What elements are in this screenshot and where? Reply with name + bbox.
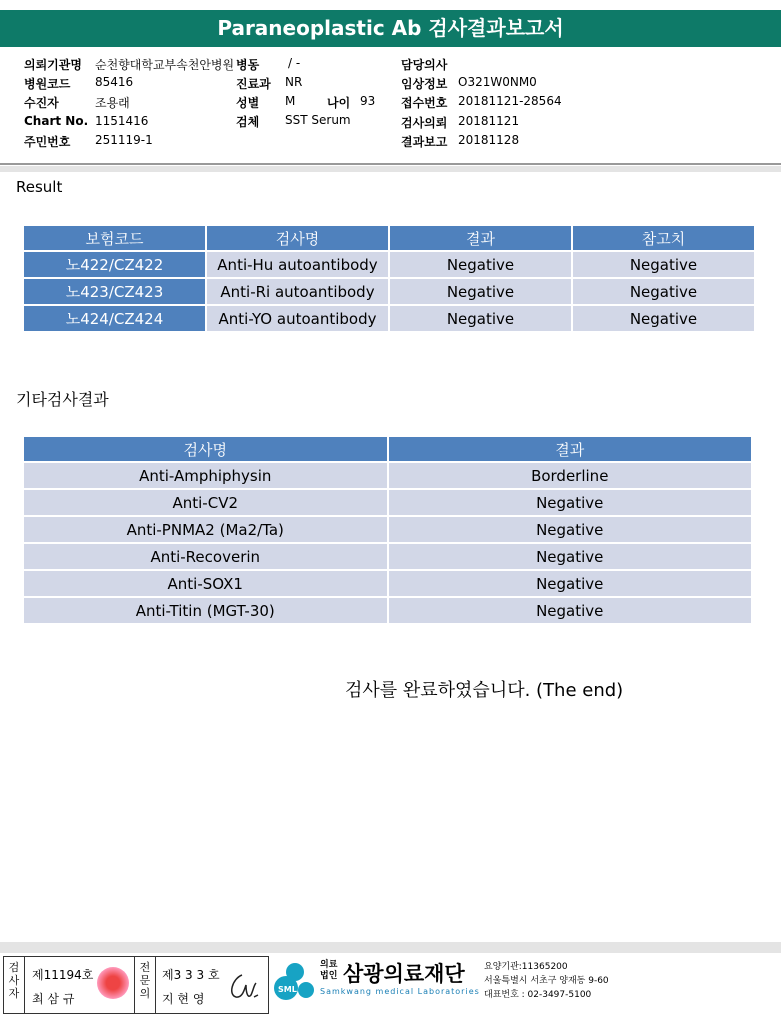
- result-value: Borderline: [389, 463, 752, 488]
- official-seal-icon: [97, 967, 129, 999]
- department: NR: [285, 75, 303, 89]
- requesting-institution: 순천향대학교부속천안병원: [95, 58, 235, 72]
- specimen: SST Serum: [285, 113, 351, 127]
- org-english-name: Samkwang medical Laboratories: [320, 987, 480, 996]
- ward: / -: [288, 56, 301, 70]
- header-divider: [0, 163, 781, 165]
- receipt-no: 20181121-28564: [458, 94, 562, 108]
- table-row: [24, 544, 751, 569]
- patient-info: [0, 52, 781, 164]
- result-section-title: Result: [16, 178, 63, 196]
- org-name: 삼광의료재단: [343, 962, 465, 986]
- result-value: Negative: [389, 571, 752, 596]
- label-ward: 병동: [236, 58, 260, 72]
- insurance-code: 노423/CZ423: [24, 279, 205, 304]
- label-clinical-info: 임상정보: [401, 77, 448, 91]
- header-band: [0, 166, 781, 172]
- result-value: Negative: [390, 252, 571, 277]
- footer-band: [0, 942, 781, 953]
- label-request-date: 검사의뢰: [401, 116, 448, 130]
- test-name: Anti-YO autoantibody: [207, 306, 388, 331]
- examiner-label: 검사자: [4, 957, 25, 1013]
- table-row: [24, 517, 751, 542]
- test-name: Anti-Recoverin: [24, 544, 387, 569]
- resident-no: 251119-1: [95, 133, 153, 147]
- table-row: [24, 252, 754, 277]
- request-date: 20181121: [458, 114, 520, 128]
- label-patient: 수진자: [24, 96, 59, 110]
- report-date: 20181128: [458, 133, 520, 147]
- test-name: Anti-CV2: [24, 490, 387, 515]
- label-report-date: 결과보고: [401, 135, 448, 149]
- org-address: 서울특별시 서초구 양재동 9-60: [484, 976, 609, 986]
- svg-text:SML: SML: [278, 985, 297, 994]
- result-value: Negative: [389, 490, 752, 515]
- table-row: [24, 279, 754, 304]
- other-results-table: [22, 435, 753, 625]
- col-result: 결과: [389, 437, 752, 461]
- label-department: 진료과: [236, 77, 271, 91]
- org-type: 의료 법인: [320, 960, 338, 981]
- col-test-name: 검사명: [24, 437, 387, 461]
- test-name: Anti-Hu autoantibody: [207, 252, 388, 277]
- examiner-name: 최 삼 규: [32, 992, 75, 1006]
- chart-no: 1151416: [95, 114, 149, 128]
- test-name: Anti-Amphiphysin: [24, 463, 387, 488]
- result-table-header: [24, 226, 754, 250]
- col-reference: 참고치: [573, 226, 754, 250]
- test-name: Anti-SOX1: [24, 571, 387, 596]
- result-value: Negative: [389, 544, 752, 569]
- label-hospital-code: 병원코드: [24, 77, 71, 91]
- label-age: 나이: [327, 96, 351, 110]
- insurance-code: 노424/CZ424: [24, 306, 205, 331]
- examiner-license-no: 제11194호: [32, 968, 94, 982]
- test-name: Anti-Ri autoantibody: [207, 279, 388, 304]
- label-specimen: 검체: [236, 115, 260, 129]
- specialist-name: 지 현 영: [162, 992, 205, 1006]
- label-resident-no: 주민번호: [24, 135, 71, 149]
- specialist-label: 전문의: [134, 957, 156, 1013]
- specialist-license-no: 제3 3 3 호: [162, 968, 220, 982]
- report-title: Paraneoplastic Ab 검사결과보고서: [0, 10, 781, 47]
- col-test-name: 검사명: [207, 226, 388, 250]
- age: 93: [360, 94, 376, 108]
- label-requesting-institution: 의뢰기관명: [24, 58, 82, 72]
- label-sex: 성별: [236, 96, 260, 110]
- table-row: [24, 306, 754, 331]
- result-value: Negative: [389, 598, 752, 623]
- other-section-title: 기타검사결과: [16, 390, 109, 409]
- end-message: 검사를 완료하였습니다. (The end): [345, 680, 624, 701]
- reference-value: Negative: [573, 252, 754, 277]
- patient-name: 조용래: [95, 96, 130, 110]
- signature-box: [3, 956, 269, 1014]
- institution-code: 요양기관:11365200: [484, 962, 568, 972]
- org-contact: [484, 960, 609, 1002]
- col-result: 결과: [390, 226, 571, 250]
- clinical-info: O321W0NM0: [458, 75, 537, 89]
- table-row: [24, 571, 751, 596]
- table-row: [24, 490, 751, 515]
- test-name: Anti-Titin (MGT-30): [24, 598, 387, 623]
- result-value: Negative: [390, 279, 571, 304]
- result-value: Negative: [389, 517, 752, 542]
- other-table-header: [24, 437, 751, 461]
- reference-value: Negative: [573, 306, 754, 331]
- col-insurance-code: 보험코드: [24, 226, 205, 250]
- sex: M: [285, 94, 296, 108]
- label-receipt-no: 접수번호: [401, 96, 448, 110]
- sml-logo-icon: [272, 958, 318, 1004]
- hospital-code: 85416: [95, 75, 134, 89]
- test-name: Anti-PNMA2 (Ma2/Ta): [24, 517, 387, 542]
- table-row: [24, 463, 751, 488]
- insurance-code: 노422/CZ422: [24, 252, 205, 277]
- label-doctor: 담당의사: [401, 58, 448, 72]
- label-chart-no: Chart No.: [24, 114, 89, 128]
- reference-value: Negative: [573, 279, 754, 304]
- result-value: Negative: [390, 306, 571, 331]
- org-phone: 대표번호 : 02-3497-5100: [484, 990, 592, 1000]
- result-table: [22, 224, 756, 333]
- signature-icon: [224, 965, 264, 1005]
- table-row: [24, 598, 751, 623]
